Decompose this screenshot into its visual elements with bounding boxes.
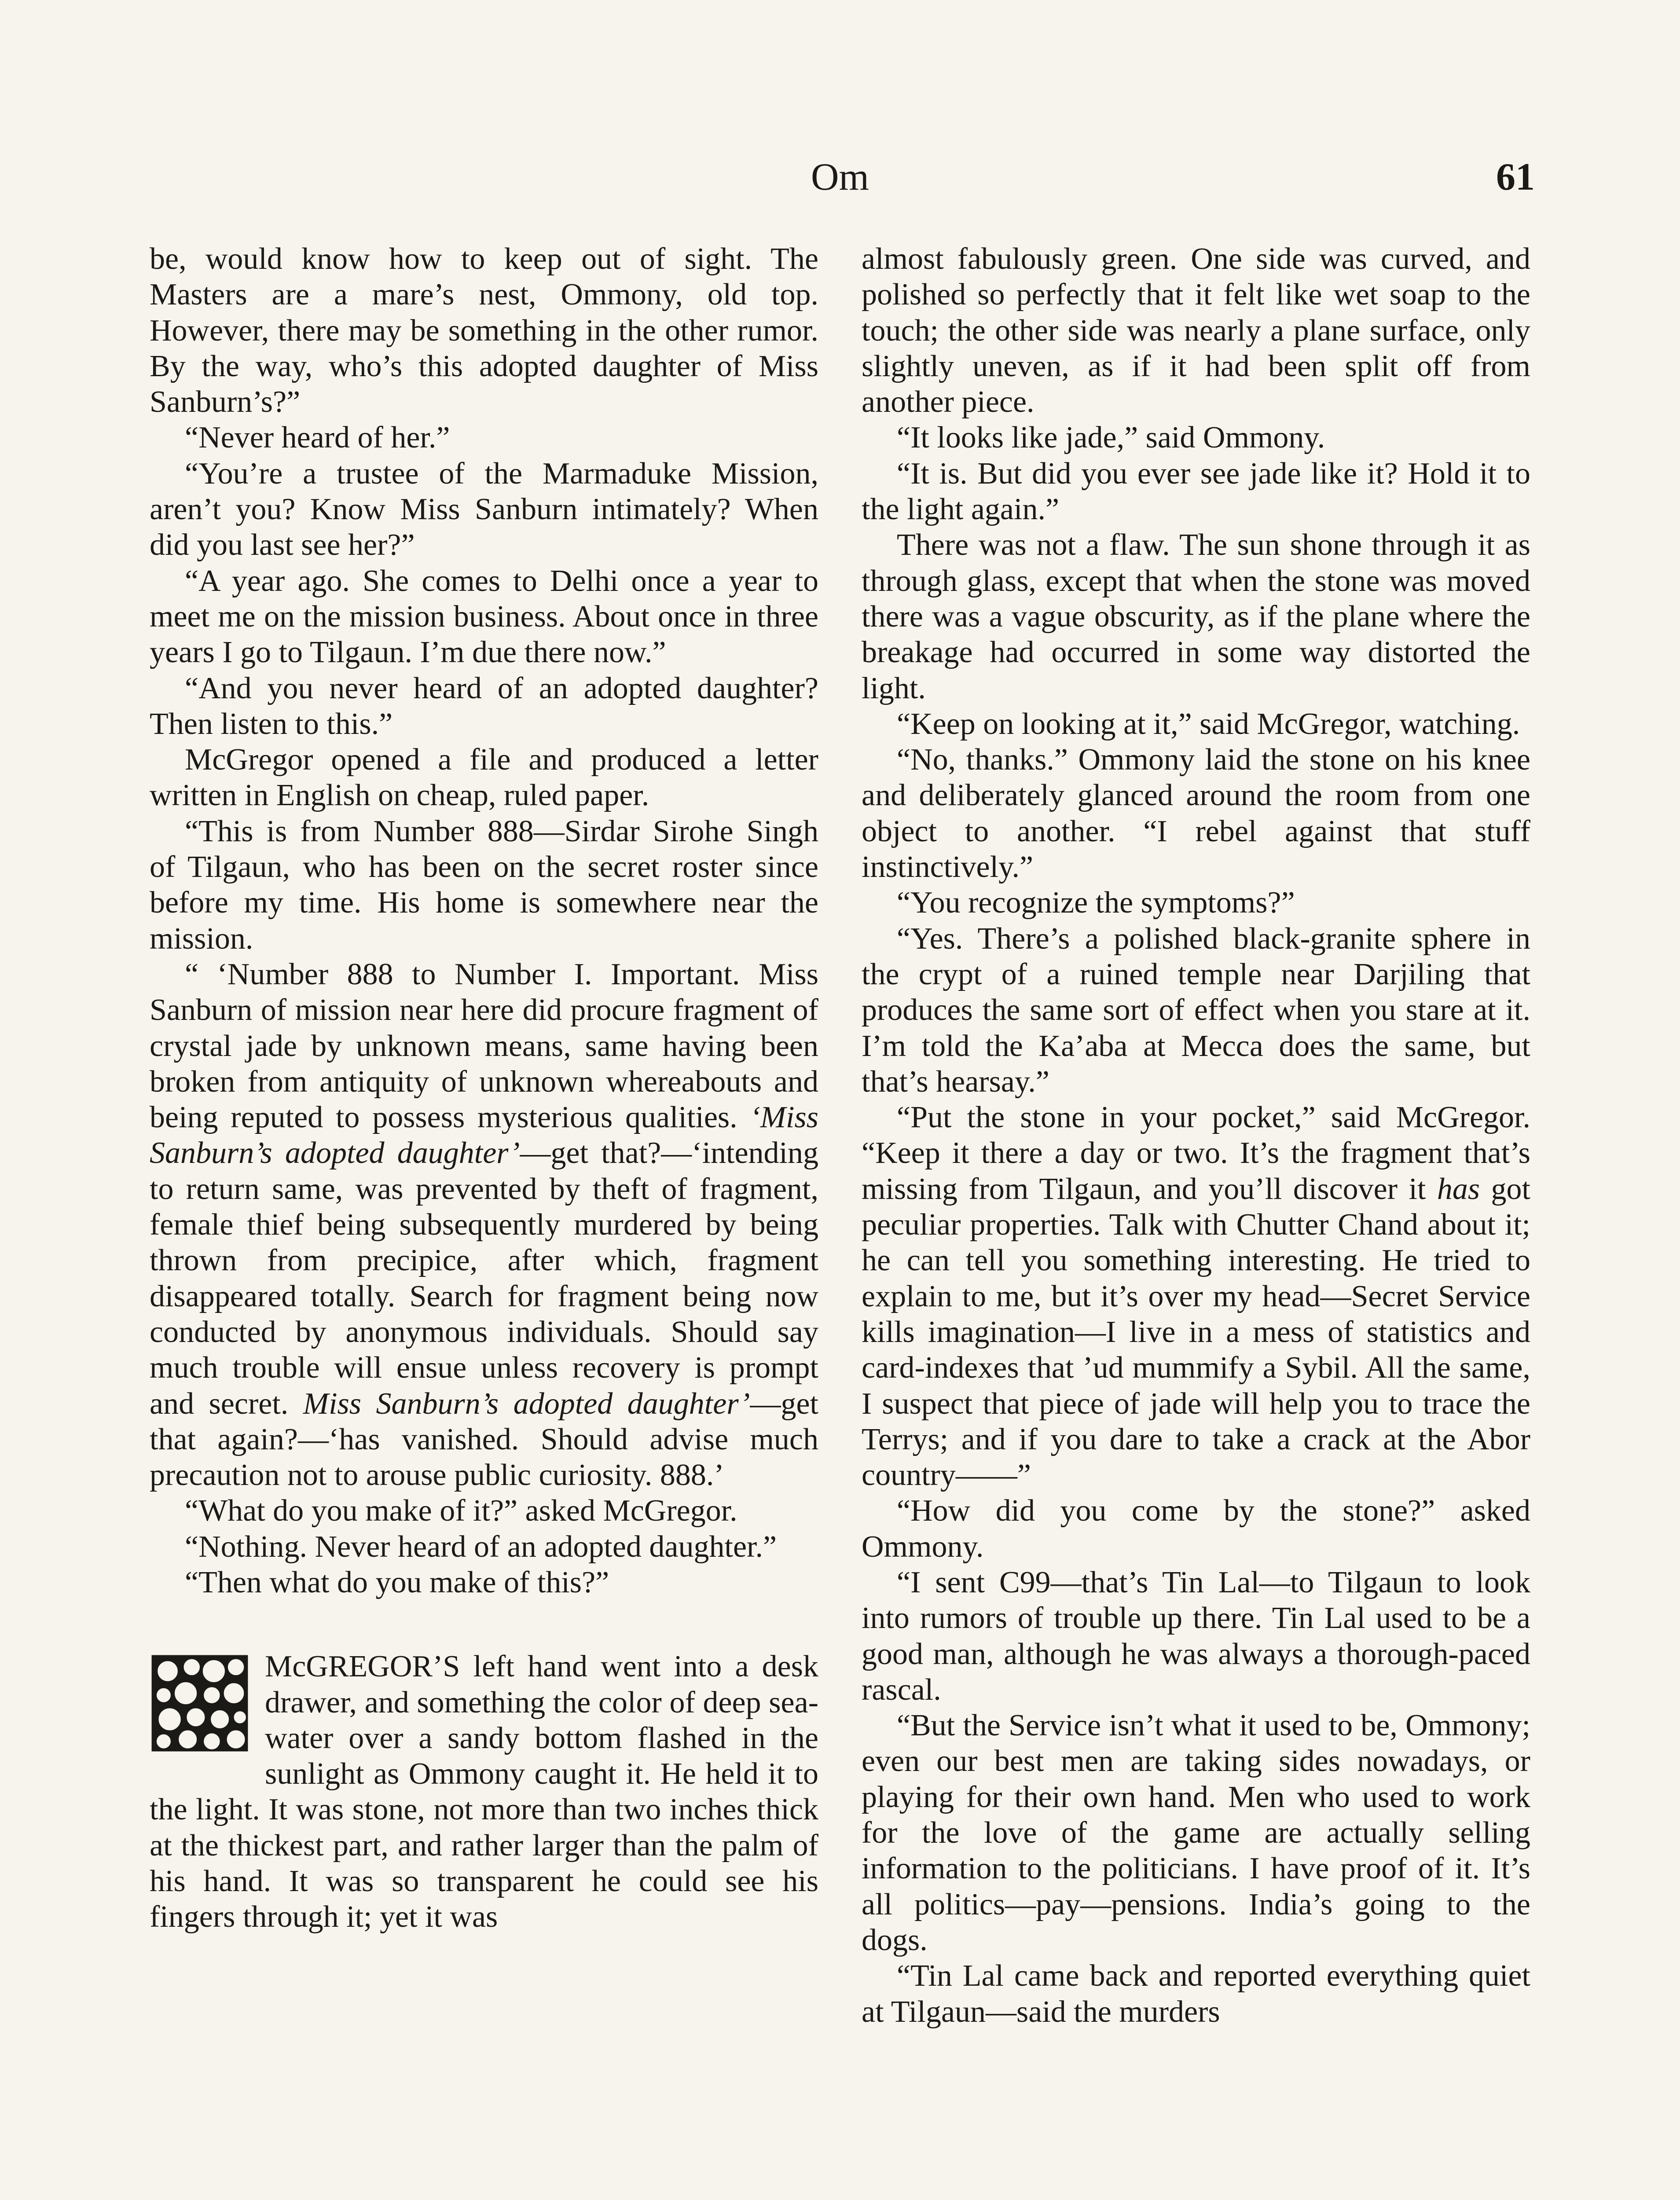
paragraph: “What do you make of it?” asked McGregor.	[185, 1494, 737, 1528]
paragraph: There was not a flaw. The sun shone through it as through glass, except that when the stone was moved there was a vague obscurity, as if the plane where the breakage had occurred in some way distorted the light.	[862, 528, 1530, 705]
paragraph: be, would know how to keep out of sight. The Masters are a mare’s nest, Ommony, old top. However, there may be something in the other rumor. By the way, who’s this adopted daughter of Miss Sanburn’s?”	[150, 242, 818, 419]
paragraph: “A year ago. She comes to Delhi once a year to meet me on the mission business. About once in three years I go to Tilgaun. I’m due there now.”	[150, 564, 818, 670]
paragraph: “Keep on looking at it,” said McGregor, watching.	[897, 707, 1520, 741]
paragraph-text: got peculiar properties. Talk with Chutter Chand about it; he can tell you something interesting. He tried to explain to me, but it’s over my head—Secret Service kills imagination—I live in a mess of statistics and card-indexes that ’ud mummify a Sybil. All the same, I suspect that piece of jade will help you to trace the Terrys; and if you dare to take a crack at the Abor country——”	[862, 1172, 1530, 1492]
paragraph: “Nothing. Never heard of an adopted daughter.”	[185, 1529, 777, 1564]
letter-text: —get that?—‘intending to return same, was prevented by theft of fragment, female thief being subsequently murdered by being thrown from precipice, after which, fragment disappeared totally. Search for fragment being now conducted by anonymous individuals. Should say much trouble will ensue unless recovery is prompt and secret.	[150, 1136, 818, 1421]
paragraph: “Yes. There’s a polished black-granite sphere in the crypt of a ruined temple near Darjiling that produces the same sort of effect when you stare at it. I’m told the Ka’aba at Mecca does the same, but that’s hearsay.”	[862, 921, 1530, 1099]
page-header	[0, 153, 1680, 206]
left-column	[150, 241, 818, 1935]
paragraph-letter	[150, 957, 818, 1493]
ornamental-dropcap-icon	[150, 1653, 250, 1753]
letter-text: “ ‘Number 888 to Number I. Important. Miss Sanburn of mission near here did procure fragment of crystal jade by unknown means, same having been broken from antiquity of unknown whereabouts and being reputed to possess mysterious qualities.	[150, 957, 818, 1135]
paragraph: “I sent C99—that’s Tin Lal—to Tilgaun to look into rumors of trouble up there. Tin Lal used to be a good man, although he was always a thorough-paced rascal.	[862, 1565, 1530, 1707]
paragraph: “How did you come by the stone?” asked Ommony.	[862, 1494, 1530, 1564]
italic-word: has	[1437, 1172, 1480, 1206]
paragraph: “Never heard of her.”	[185, 421, 450, 455]
paragraph: “You recognize the symptoms?”	[897, 886, 1295, 920]
italic-phrase: Miss Sanburn’s adopted daughter’	[303, 1386, 750, 1421]
right-column	[862, 241, 1530, 2030]
paragraph: “No, thanks.” Ommony laid the stone on his knee and deliberately glanced around the room from one object to another. “I rebel against that stuff instinctively.”	[862, 743, 1530, 884]
paragraph-section-start	[150, 1649, 818, 1935]
paragraph-text: McGREGOR’S left hand went into a desk drawer, and something the color of deep sea-water over a sandy bottom flashed in the sunlight as Ommony caught it. He held it to the light. It was stone, not more than two inches thick at the thickest part, and rather larger than the palm of his hand. It was so transparent he could see his fingers through it; yet it was	[150, 1650, 818, 1934]
page-number: 61	[1496, 156, 1535, 198]
paragraph: “You’re a trustee of the Marmaduke Mission, aren’t you? Know Miss Sanburn intimately? When did you last see her?”	[150, 456, 818, 562]
paragraph: “And you never heard of an adopted daughter? Then listen to this.”	[150, 671, 818, 741]
running-title: Om	[811, 156, 869, 198]
paragraph: almost fabulously green. One side was curved, and polished so perfectly that it felt like wet soap to the touch; the other side was nearly a plane surface, only slightly uneven, as if it had been split off from another piece.	[862, 242, 1530, 419]
letter-text: —get that again?—‘has vanished. Should advise much precaution not to arouse public curiosity. 888.’	[150, 1386, 818, 1492]
paragraph: “This is from Number 888—Sirdar Sirohe Singh of Tilgaun, who has been on the secret roster since before my time. His home is somewhere near the mission.	[150, 814, 818, 956]
paragraph	[862, 1100, 1530, 1493]
paragraph: McGregor opened a file and produced a letter written in English on cheap, ruled paper.	[150, 743, 818, 813]
paragraph-text: “Put the stone in your pocket,” said McGregor. “Keep it there a day or two. It’s the fragment that’s missing from Tilgaun, and you’ll discover it	[862, 1100, 1530, 1206]
paragraph: “But the Service isn’t what it used to be, Ommony; even our best men are taking sides nowadays, or playing for their own hand. Men who used to work for the love of the game are actually selling information to the politicians. I have proof of it. It’s all politics—pay—pensions. India’s going to the dogs.	[862, 1709, 1530, 1957]
paragraph: “It is. But did you ever see jade like it? Hold it to the light again.”	[862, 456, 1530, 527]
italic-phrase: ‘Miss Sanburn’s adopted daughter’	[150, 1100, 818, 1170]
paragraph: “Then what do you make of this?”	[185, 1565, 609, 1599]
paragraph: “Tin Lal came back and reported everything quiet at Tilgaun—said the murders	[862, 1959, 1530, 2029]
paragraph: “It looks like jade,” said Ommony.	[897, 421, 1325, 455]
